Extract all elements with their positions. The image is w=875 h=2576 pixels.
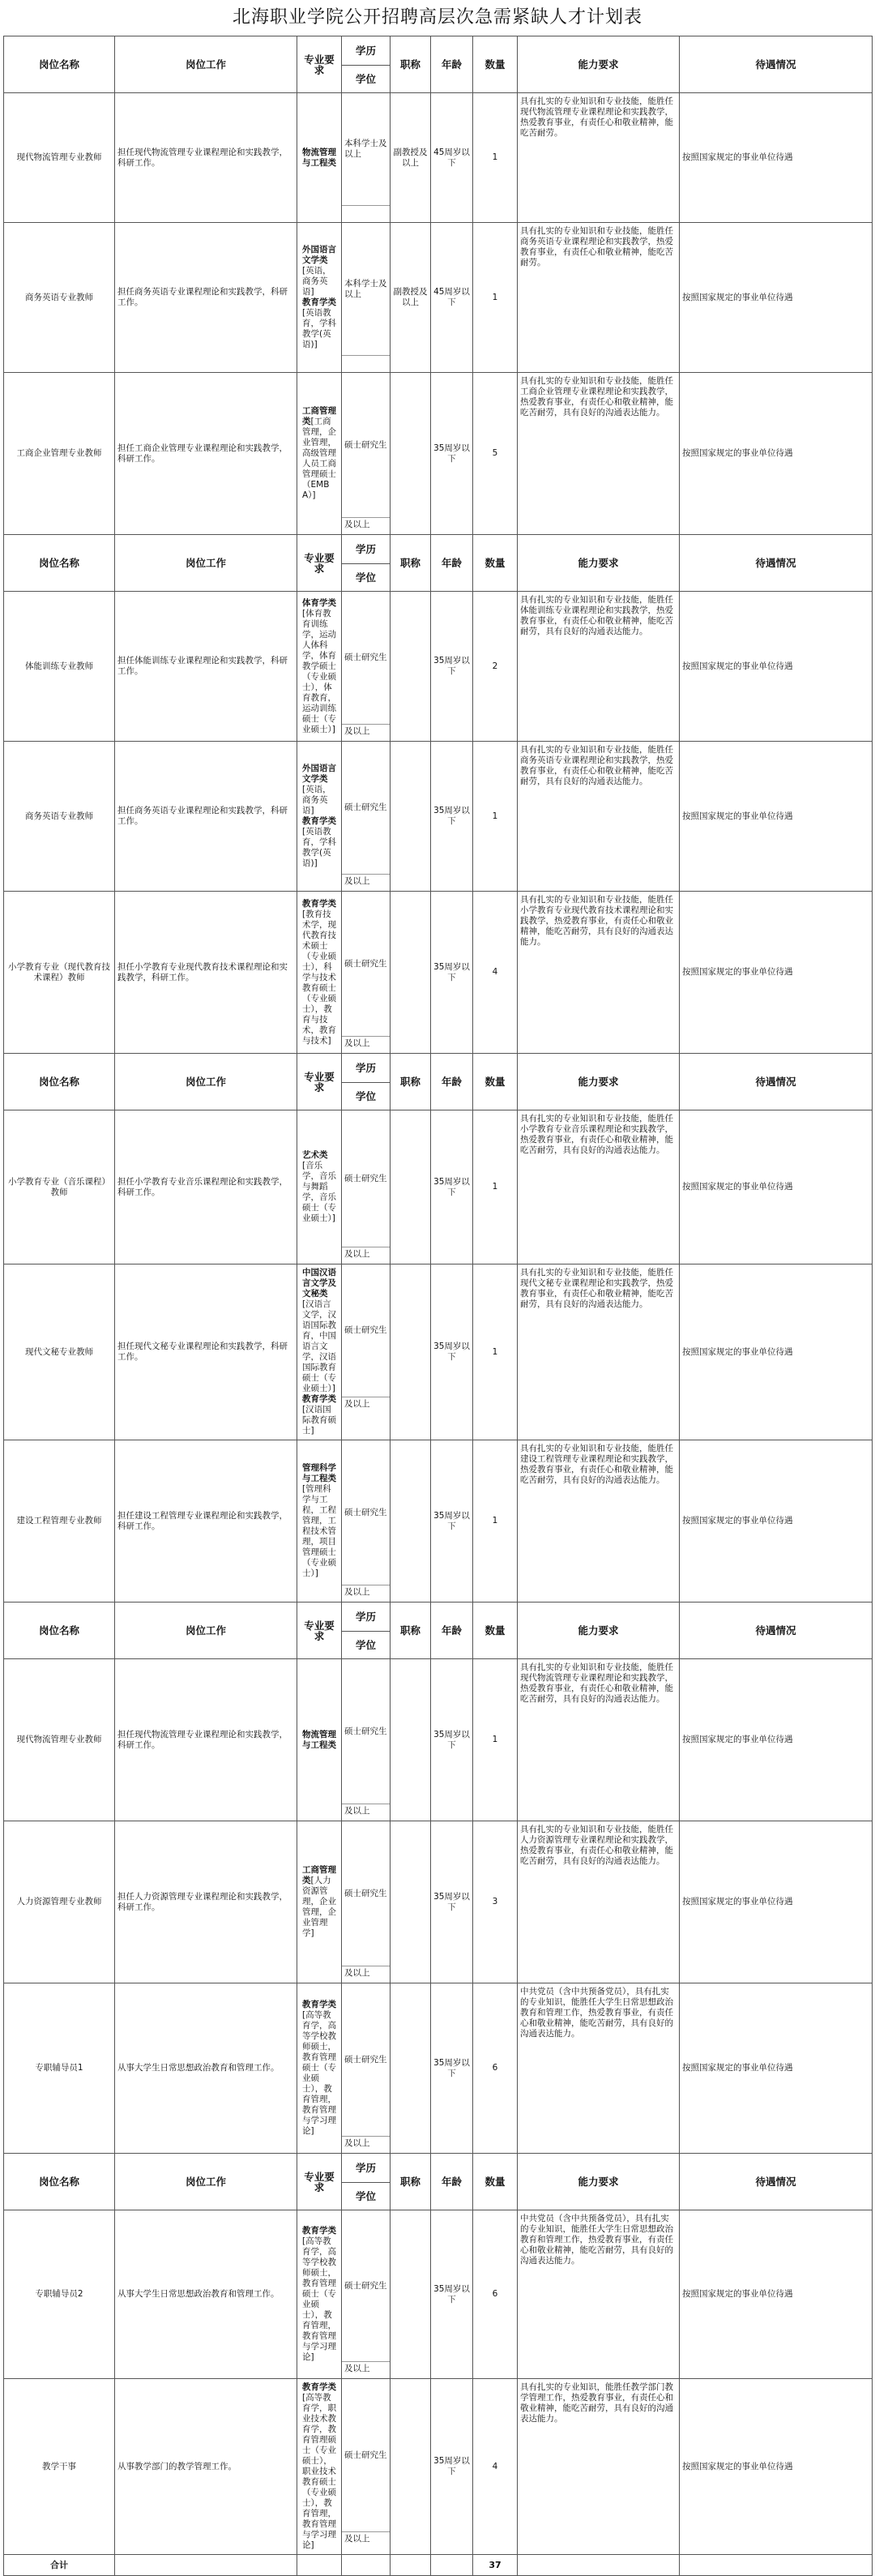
major-text <box>300 1728 339 1752</box>
post-work: 担任工商企业管理专业课程理论和实践教学，科研工作。 <box>115 373 297 535</box>
ability-requirement: 具有扎实的专业知识和专业技能，能胜任体能训练专业课程理论和实践教学，热爱教育事业，有责任心和敬业精神，能吃苦耐劳，具有良好的沟通表达能力。 <box>518 592 680 742</box>
header-ability: 能力要求 <box>518 535 680 592</box>
degree-level <box>342 205 390 221</box>
major-detail: [音乐学，音乐与舞蹈学，音乐硕士（专业硕士）] <box>302 1161 336 1223</box>
education <box>342 1659 391 1821</box>
education <box>342 223 391 373</box>
age-limit: 35周岁以下 <box>431 1821 473 1983</box>
post-name: 教学干事 <box>4 2379 115 2555</box>
headcount: 1 <box>473 1659 518 1821</box>
header-treatment: 待遇情况 <box>680 1054 873 1110</box>
header-age: 年龄 <box>431 1603 473 1659</box>
education <box>342 373 391 535</box>
major-category: 体育学类 <box>302 597 336 608</box>
post-name: 现代文秘专业教师 <box>4 1264 115 1440</box>
table-row <box>4 1659 873 1821</box>
major-requirement <box>297 223 342 373</box>
header-edu: 学历 <box>342 1603 391 1632</box>
education-box <box>342 1659 390 1820</box>
education-box <box>342 1440 390 1601</box>
job-title <box>391 892 431 1054</box>
total-empty <box>115 2555 297 2576</box>
major-detail: [管理科学与工程，工程管理，工程技术管理，项目管理硕士（专业硕士）] <box>302 1484 336 1578</box>
education-level: 硕士研究生 <box>344 1726 387 1736</box>
treatment: 按照国家规定的事业单位待遇 <box>680 2379 873 2555</box>
major-requirement <box>297 1659 342 1821</box>
table-row <box>4 592 873 742</box>
major-requirement <box>297 2210 342 2379</box>
total-empty <box>342 2555 391 2576</box>
age-limit: 35周岁以下 <box>431 2210 473 2379</box>
job-title <box>391 2379 431 2555</box>
age-limit: 35周岁以下 <box>431 373 473 535</box>
age-limit: 35周岁以下 <box>431 1659 473 1821</box>
treatment: 按照国家规定的事业单位待遇 <box>680 1440 873 1603</box>
header-ability: 能力要求 <box>518 1054 680 1110</box>
total-empty <box>297 2555 342 2576</box>
age-limit: 35周岁以下 <box>431 892 473 1054</box>
major-category: 物流管理与工程类 <box>302 1729 336 1750</box>
headcount: 2 <box>473 592 518 742</box>
major-category: 外国语言文学类 <box>302 764 336 784</box>
education <box>342 1110 391 1264</box>
education-box <box>342 373 390 533</box>
header-post-work: 岗位工作 <box>115 36 297 93</box>
major-category-2: 教育学类 <box>302 297 336 307</box>
treatment: 按照国家规定的事业单位待遇 <box>680 93 873 223</box>
job-title <box>391 742 431 892</box>
post-work: 担任小学教育专业现代教育技术课程理论和实践教学，科研工作。 <box>115 892 297 1054</box>
headcount: 5 <box>473 373 518 535</box>
table-row <box>4 2210 873 2379</box>
treatment: 按照国家规定的事业单位待遇 <box>680 1110 873 1264</box>
major-text <box>300 597 339 737</box>
age-limit: 35周岁以下 <box>431 2379 473 2555</box>
major-text <box>300 2381 339 2552</box>
post-work: 从事教学部门的教学管理工作。 <box>115 2379 297 2555</box>
ability-requirement: 具有扎实的专业知识，能胜任教学部门教学管理工作，热爱教育事业，有责任心和敬业精神，能吃苦耐劳，具有良好的沟通表达能力。 <box>518 2379 680 2555</box>
major-detail-2: [英语教育，学科教学(英语)] <box>302 827 336 868</box>
header-title: 职称 <box>391 1054 431 1110</box>
age-limit: 45周岁以下 <box>431 93 473 223</box>
header-post-work: 岗位工作 <box>115 1603 297 1659</box>
major-detail: [教育技术学，现代教育技术硕士（专业硕士），科学与技术教育硕士（专业硕士），教育与技术，教育与技术] <box>302 909 336 1046</box>
major-requirement <box>297 1821 342 1983</box>
major-category: 教育学类 <box>302 898 336 909</box>
education-level: 硕士研究生 <box>344 958 387 969</box>
job-title <box>391 1264 431 1440</box>
total-row <box>4 2555 873 2576</box>
treatment: 按照国家规定的事业单位待遇 <box>680 892 873 1054</box>
header-title: 职称 <box>391 2154 431 2210</box>
job-title <box>391 1659 431 1821</box>
age-limit: 35周岁以下 <box>431 1440 473 1603</box>
major-requirement <box>297 592 342 742</box>
header-edu: 学历 <box>342 2154 391 2183</box>
age-limit: 35周岁以下 <box>431 1110 473 1264</box>
header-row <box>4 1603 873 1632</box>
header-major-req: 专业要求 <box>297 1603 342 1659</box>
major-requirement <box>297 1983 342 2154</box>
treatment: 按照国家规定的事业单位待遇 <box>680 592 873 742</box>
post-name: 商务英语专业教师 <box>4 742 115 892</box>
post-name: 专职辅导员1 <box>4 1983 115 2154</box>
post-name: 现代物流管理专业教师 <box>4 93 115 223</box>
header-treatment: 待遇情况 <box>680 2154 873 2210</box>
headcount: 6 <box>473 1983 518 2154</box>
post-work: 担任人力资源管理专业课程理论和实践教学，科研工作。 <box>115 1821 297 1983</box>
education-box <box>342 892 390 1052</box>
header-age: 年龄 <box>431 1054 473 1110</box>
header-age: 年龄 <box>431 535 473 592</box>
header-row <box>4 1054 873 1083</box>
major-category: 工商管理类 <box>302 1865 336 1885</box>
header-title: 职称 <box>391 535 431 592</box>
post-work: 从事大学生日常思想政治教育和管理工作。 <box>115 1983 297 2154</box>
header-ability: 能力要求 <box>518 1603 680 1659</box>
education-level: 硕士研究生 <box>344 2054 387 2065</box>
ability-requirement: 具有扎实的专业知识和专业技能，能胜任工商企业管理专业课程理论和实践教学，热爱教育事业，有责任心和敬业精神，能吃苦耐劳，具有良好的沟通表达能力。 <box>518 373 680 535</box>
header-degree: 学位 <box>342 1083 391 1110</box>
education-level: 硕士研究生 <box>344 1173 387 1183</box>
post-name: 小学教育专业（现代教育技术课程）教师 <box>4 892 115 1054</box>
header-post-name: 岗位名称 <box>4 1603 115 1659</box>
treatment: 按照国家规定的事业单位待遇 <box>680 1983 873 2154</box>
header-count: 数量 <box>473 535 518 592</box>
headcount: 1 <box>473 742 518 892</box>
total-count: 37 <box>473 2555 518 2576</box>
post-work: 担任建设工程管理专业课程理论和实践教学，科研工作。 <box>115 1440 297 1603</box>
major-category: 教育学类 <box>302 2000 336 2009</box>
job-title <box>391 1110 431 1264</box>
ability-requirement: 具有扎实的专业知识和专业技能，能胜任人力资源管理专业课程理论和实践教学，热爱教育事业，有责任心和敬业精神，能吃苦耐劳，具有良好的沟通表达能力。 <box>518 1821 680 1983</box>
major-detail: [人力资源管理，企业管理，企业管理学] <box>302 1876 336 1938</box>
education <box>342 1264 391 1440</box>
post-name: 小学教育专业（音乐课程）教师 <box>4 1110 115 1264</box>
degree-level: 及以上 <box>342 2531 390 2548</box>
total-label: 合计 <box>4 2555 115 2576</box>
age-limit: 35周岁以下 <box>431 592 473 742</box>
page-title: 北海职业学院公开招聘高层次急需紧缺人才计划表 <box>232 7 642 28</box>
table-row <box>4 1821 873 1983</box>
total-empty <box>518 2555 680 2576</box>
header-degree: 学位 <box>342 66 391 93</box>
major-detail: [高等教育学，职业技术教育学，教育管理硕士（专业硕士），职业技术教育硕士（专业硕士），教育管理，教育管理与学习理论] <box>302 2393 336 2550</box>
education-level: 硕士研究生 <box>344 2450 387 2460</box>
headcount: 1 <box>473 223 518 373</box>
education-box <box>342 1110 390 1263</box>
age-limit: 35周岁以下 <box>431 1264 473 1440</box>
post-work: 担任商务英语专业课程理论和实践教学，科研工作。 <box>115 742 297 892</box>
ability-requirement: 中共党员（含中共预备党员），具有扎实的专业知识，能胜任大学生日常思想政治教育和管理工作，热爱教育事业，有责任心和敬业精神，能吃苦耐劳，具有良好的沟通表达能力。 <box>518 1983 680 2154</box>
treatment: 按照国家规定的事业单位待遇 <box>680 373 873 535</box>
header-post-work: 岗位工作 <box>115 2154 297 2210</box>
job-title <box>391 1440 431 1603</box>
major-detail-2: [汉语国际教育硕士] <box>302 1405 336 1436</box>
headcount: 1 <box>473 1264 518 1440</box>
major-category: 外国语言文学类 <box>302 245 336 265</box>
education-box <box>342 1821 390 1982</box>
header-edu: 学历 <box>342 36 391 66</box>
ability-requirement: 具有扎实的专业知识和专业技能，能胜任现代物流管理专业课程理论和实践教学，热爱教育事业，有责任心和敬业精神，能吃苦耐劳，具有良好的沟通表达能力。 <box>518 1659 680 1821</box>
major-requirement <box>297 2379 342 2555</box>
major-category: 教育学类 <box>302 2226 336 2236</box>
major-requirement <box>297 1264 342 1440</box>
treatment: 按照国家规定的事业单位待遇 <box>680 742 873 892</box>
age-limit: 35周岁以下 <box>431 1983 473 2154</box>
post-work: 从事大学生日常思想政治教育和管理工作。 <box>115 2210 297 2379</box>
education <box>342 892 391 1054</box>
treatment: 按照国家规定的事业单位待遇 <box>680 223 873 373</box>
post-name: 工商企业管理专业教师 <box>4 373 115 535</box>
headcount: 4 <box>473 892 518 1054</box>
education-level: 硕士研究生 <box>344 1325 387 1335</box>
major-requirement <box>297 892 342 1054</box>
post-work: 担任体能训练专业课程理论和实践教学，科研工作。 <box>115 592 297 742</box>
degree-level: 及以上 <box>342 2361 390 2377</box>
education-box <box>342 223 390 371</box>
job-title <box>391 1983 431 2154</box>
education-level: 硕士研究生 <box>344 802 387 812</box>
header-treatment: 待遇情况 <box>680 1603 873 1659</box>
major-category: 物流管理与工程类 <box>302 147 336 168</box>
header-major-req: 专业要求 <box>297 2154 342 2210</box>
education-box <box>342 742 390 890</box>
table-row <box>4 892 873 1054</box>
major-text <box>300 1461 339 1581</box>
post-name: 商务英语专业教师 <box>4 223 115 373</box>
table-row <box>4 1983 873 2154</box>
major-detail: [英语，商务英语] <box>302 266 331 297</box>
header-degree: 学位 <box>342 2183 391 2210</box>
education-box <box>342 93 390 221</box>
degree-level: 及以上 <box>342 1397 390 1413</box>
header-count: 数量 <box>473 1603 518 1659</box>
major-text <box>300 243 339 352</box>
degree-level: 及以上 <box>342 1966 390 1982</box>
major-text <box>300 762 339 871</box>
headcount: 6 <box>473 2210 518 2379</box>
header-ability: 能力要求 <box>518 36 680 93</box>
job-title <box>391 1821 431 1983</box>
header-post-name: 岗位名称 <box>4 1054 115 1110</box>
education <box>342 592 391 742</box>
education-box <box>342 2210 390 2377</box>
header-title: 职称 <box>391 36 431 93</box>
major-detail: [英语，商务英语] <box>302 785 331 815</box>
header-degree: 学位 <box>342 564 391 592</box>
ability-requirement: 具有扎实的专业知识和专业技能，能胜任现代文秘专业课程理论和实践教学，热爱教育事业，有责任心和敬业精神，能吃苦耐劳，具有良好的沟通表达能力。 <box>518 1264 680 1440</box>
header-major-req: 专业要求 <box>297 535 342 592</box>
headcount: 1 <box>473 1440 518 1603</box>
ability-requirement: 中共党员（含中共预备党员），具有扎实的专业知识，能胜任大学生日常思想政治教育和管理工作，热爱教育事业，有责任心和敬业精神，能吃苦耐劳，具有良好的沟通表达能力。 <box>518 2210 680 2379</box>
header-post-name: 岗位名称 <box>4 36 115 93</box>
degree-level: 及以上 <box>342 874 390 890</box>
header-count: 数量 <box>473 36 518 93</box>
ability-requirement: 具有扎实的专业知识和专业技能，能胜任商务英语专业课程理论和实践教学，热爱教育事业，有责任心和敬业精神，能吃苦耐劳，具有良好的沟通表达能力。 <box>518 742 680 892</box>
header-title: 职称 <box>391 1603 431 1659</box>
table-row <box>4 1264 873 1440</box>
education <box>342 93 391 223</box>
header-edu: 学历 <box>342 1054 391 1083</box>
header-edu: 学历 <box>342 535 391 564</box>
total-empty <box>680 2555 873 2576</box>
job-title <box>391 2210 431 2379</box>
education-box <box>342 1264 390 1413</box>
post-name: 人力资源管理专业教师 <box>4 1821 115 1983</box>
education-level: 硕士研究生 <box>344 1888 387 1898</box>
education-level: 硕士研究生 <box>344 2280 387 2291</box>
total-empty <box>431 2555 473 2576</box>
major-category: 中国汉语言文学及文秘类 <box>302 1268 336 1299</box>
table-row <box>4 373 873 535</box>
post-work: 担任现代文秘专业课程理论和实践教学，科研工作。 <box>115 1264 297 1440</box>
ability-requirement: 具有扎实的专业知识和专业技能，能胜任小学教育专业现代教育技术课程理论和实践教学，热爱教育事业，有责任心和敬业精神，能吃苦耐劳，具有良好的沟通表达能力。 <box>518 892 680 1054</box>
degree-level: 及以上 <box>342 724 390 740</box>
education-level: 硕士研究生 <box>344 653 387 662</box>
ability-requirement: 具有扎实的专业知识和专业技能，能胜任现代物流管理专业课程理论和实践教学，热爱教育事业，有责任心和敬业精神，能吃苦耐劳。 <box>518 93 680 223</box>
header-major-req: 专业要求 <box>297 36 342 93</box>
header-post-work: 岗位工作 <box>115 1054 297 1110</box>
major-category: 艺术类 <box>302 1150 328 1160</box>
major-text <box>300 897 339 1048</box>
major-text <box>300 2224 339 2364</box>
post-work: 担任商务英语专业课程理论和实践教学，科研工作。 <box>115 223 297 373</box>
education-level: 本科学士及以上 <box>344 278 387 299</box>
header-row <box>4 2154 873 2183</box>
header-treatment: 待遇情况 <box>680 535 873 592</box>
degree-level: 及以上 <box>342 1247 390 1263</box>
major-category: 管理科学与工程类 <box>302 1463 336 1483</box>
header-count: 数量 <box>473 2154 518 2210</box>
education-box <box>342 1983 390 2152</box>
header-row <box>4 535 873 564</box>
major-text <box>300 1149 339 1226</box>
header-ability: 能力要求 <box>518 2154 680 2210</box>
job-title <box>391 592 431 742</box>
table-row <box>4 1110 873 1264</box>
job-title: 副教授及以上 <box>391 93 431 223</box>
treatment: 按照国家规定的事业单位待遇 <box>680 1659 873 1821</box>
post-work: 担任现代物流管理专业课程理论和实践教学，科研工作。 <box>115 1659 297 1821</box>
header-post-name: 岗位名称 <box>4 535 115 592</box>
post-work: 担任现代物流管理专业课程理论和实践教学，科研工作。 <box>115 93 297 223</box>
job-title: 副教授及以上 <box>391 223 431 373</box>
header-post-work: 岗位工作 <box>115 535 297 592</box>
header-age: 年龄 <box>431 36 473 93</box>
education-level: 本科学士及以上 <box>344 139 387 159</box>
major-category-2: 教育学类 <box>302 1394 336 1404</box>
major-category: 工商管理类 <box>302 406 336 426</box>
degree-level: 及以上 <box>342 1804 390 1820</box>
major-detail: [工商管理，企业管理，高级管理人员工商管理硕士（EMBA）] <box>302 417 336 500</box>
table-row <box>4 223 873 373</box>
degree-level: 及以上 <box>342 2136 390 2152</box>
age-limit: 45周岁以下 <box>431 223 473 373</box>
education <box>342 1983 391 2154</box>
education-level: 硕士研究生 <box>344 1507 387 1517</box>
headcount: 1 <box>473 93 518 223</box>
age-limit: 35周岁以下 <box>431 742 473 892</box>
major-requirement <box>297 1440 342 1603</box>
education <box>342 1440 391 1603</box>
treatment: 按照国家规定的事业单位待遇 <box>680 1821 873 1983</box>
post-work: 担任小学教育专业音乐课程理论和实践教学，科研工作。 <box>115 1110 297 1264</box>
major-detail: [高等教育学，高等学校教师硕士，教育管理硕士（专业硕士），教育管理，教育管理与学习理论] <box>302 2236 336 2362</box>
education-box <box>342 2379 390 2548</box>
post-name: 现代物流管理专业教师 <box>4 1659 115 1821</box>
major-requirement <box>297 742 342 892</box>
major-text <box>300 1266 339 1438</box>
education <box>342 1821 391 1983</box>
ability-requirement: 具有扎实的专业知识和专业技能，能胜任建设工程管理专业课程理论和实践教学，热爱教育事业，有责任心和敬业精神，能吃苦耐劳，具有良好的沟通表达能力。 <box>518 1440 680 1603</box>
education <box>342 2379 391 2555</box>
ability-requirement: 具有扎实的专业知识和专业技能，能胜任小学教育专业音乐课程理论和实践教学，热爱教育事业，有责任心和敬业精神，能吃苦耐劳，具有良好的沟通表达能力。 <box>518 1110 680 1264</box>
job-title <box>391 373 431 535</box>
table-row <box>4 93 873 223</box>
table-row <box>4 1440 873 1603</box>
degree-level: 及以上 <box>342 1585 390 1601</box>
header-major-req: 专业要求 <box>297 1054 342 1110</box>
major-detail: [汉语言文学，汉语国际教育，中国语言文学，汉语国际教育硕士（专业硕士）] <box>302 1299 336 1393</box>
total-empty <box>391 2555 431 2576</box>
education-box <box>342 592 390 740</box>
ability-requirement: 具有扎实的专业知识和专业技能，能胜任商务英语专业课程理论和实践教学，热爱教育事业，有责任心和敬业精神，能吃苦耐劳。 <box>518 223 680 373</box>
post-name: 专职辅导员2 <box>4 2210 115 2379</box>
treatment: 按照国家规定的事业单位待遇 <box>680 2210 873 2379</box>
post-name: 建设工程管理专业教师 <box>4 1440 115 1603</box>
headcount: 3 <box>473 1821 518 1983</box>
education <box>342 742 391 892</box>
major-text <box>300 1864 339 1941</box>
major-category: 教育学类 <box>302 2382 336 2392</box>
major-category-2: 教育学类 <box>302 816 336 826</box>
table-row <box>4 742 873 892</box>
headcount: 4 <box>473 2379 518 2555</box>
major-detail: [高等教育学，高等学校教师硕士，教育管理硕士（专业硕士），教育管理，教育管理与学习理论] <box>302 2010 336 2136</box>
major-requirement <box>297 1110 342 1264</box>
major-text <box>300 1998 339 2138</box>
header-age: 年龄 <box>431 2154 473 2210</box>
major-requirement <box>297 93 342 223</box>
table-row <box>4 2379 873 2555</box>
major-text <box>300 146 339 170</box>
degree-level: 及以上 <box>342 517 390 533</box>
major-detail: [体育教育训练学，运动人体科学，体育教学硕士（专业硕士），体育教育，运动训练硕士（专业硕士）] <box>302 608 336 734</box>
degree-level: 及以上 <box>342 1036 390 1052</box>
header-post-name: 岗位名称 <box>4 2154 115 2210</box>
header-count: 数量 <box>473 1054 518 1110</box>
header-treatment: 待遇情况 <box>680 36 873 93</box>
post-name: 体能训练专业教师 <box>4 592 115 742</box>
header-row <box>4 36 873 66</box>
header-degree: 学位 <box>342 1632 391 1659</box>
degree-level <box>342 355 390 371</box>
recruitment-table <box>3 36 873 2576</box>
major-requirement <box>297 373 342 535</box>
education <box>342 2210 391 2379</box>
education-level: 硕士研究生 <box>344 439 387 450</box>
treatment: 按照国家规定的事业单位待遇 <box>680 1264 873 1440</box>
major-detail-2: [英语教育，学科教学(英语)] <box>302 308 336 349</box>
headcount: 1 <box>473 1110 518 1264</box>
major-text <box>300 404 339 503</box>
